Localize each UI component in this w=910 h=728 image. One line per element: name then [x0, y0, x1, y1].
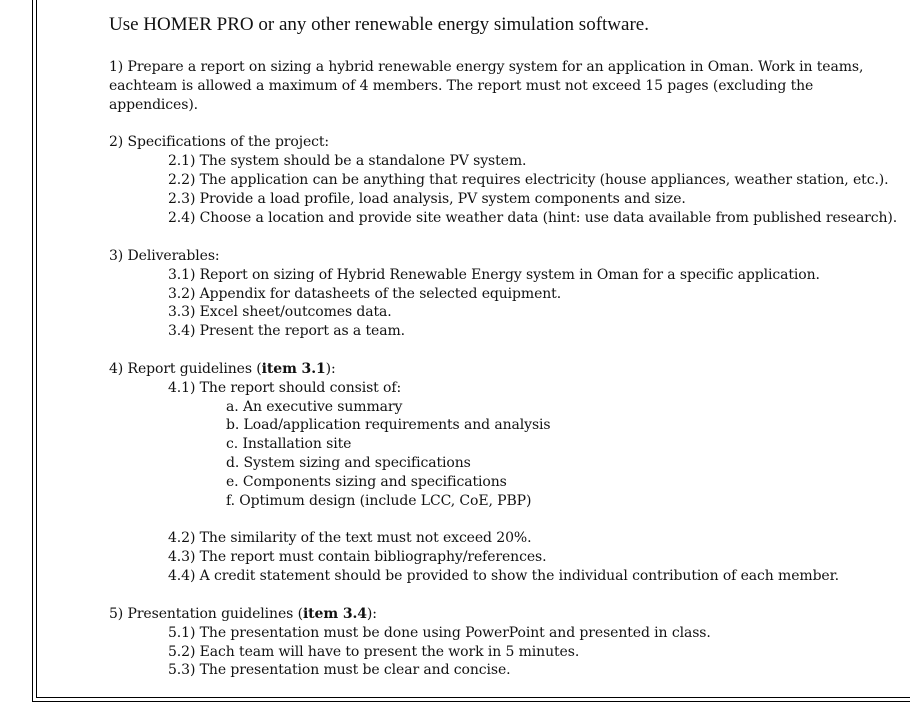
section4-sub1: 4.1) The report should consist of:	[168, 380, 402, 396]
section3-item: 3.1) Report on sizing of Hybrid Renewable Energy system in Oman for a specific application.	[168, 267, 820, 283]
section3-item: 3.4) Present the report as a team.	[168, 323, 406, 339]
section2-item: 2.1) The system should be a standalone PV system.	[168, 153, 527, 169]
document-title: Use HOMER PRO or any other renewable energy simulation software.	[109, 14, 649, 35]
section5-heading-close: ):	[366, 606, 377, 622]
section3-item: 3.2) Appendix for datasheets of the selected equipment.	[168, 286, 562, 302]
section4-heading-close: ):	[325, 361, 336, 377]
section4-item: 4.3) The report must contain bibliography/references.	[168, 549, 547, 565]
section1-line3: appendices).	[109, 97, 199, 113]
report-contents-item: d. System sizing and specifications	[226, 455, 471, 471]
section4-heading-ref: item 3.1	[261, 361, 326, 377]
report-contents-item: c. Installation site	[226, 436, 352, 452]
section2-item: 2.3) Provide a load profile, load analysis, PV system components and size.	[168, 191, 686, 207]
section5-heading-ref: item 3.4	[302, 606, 367, 622]
section5-heading	[109, 605, 377, 624]
page-border-bottom-outer	[32, 701, 910, 702]
section4-item: 4.4) A credit statement should be provided to show the individual contribution of each member.	[168, 568, 840, 584]
page-border-left-outer	[32, 0, 33, 702]
section5-heading-text: 5) Presentation guidelines (	[109, 606, 303, 622]
section3-item: 3.3) Excel sheet/outcomes data.	[168, 304, 392, 320]
section2-item: 2.2) The application can be anything that requires electricity (house appliances, weather station, etc.).	[168, 172, 889, 188]
section1-line2: eachteam is allowed a maximum of 4 members. The report must not exceed 15 pages (excluding the	[109, 78, 814, 94]
section3-heading: 3) Deliverables:	[109, 248, 220, 264]
section4-item: 4.2) The similarity of the text must not exceed 20%.	[168, 530, 532, 546]
report-contents-item: a. An executive summary	[226, 399, 403, 415]
section4-heading	[109, 360, 336, 379]
section4-heading-text: 4) Report guidelines (	[109, 361, 262, 377]
section2-item: 2.4) Choose a location and provide site weather data (hint: use data available from published research).	[168, 210, 898, 226]
section5-item: 5.3) The presentation must be clear and concise.	[168, 662, 511, 678]
section2-heading: 2) Specifications of the project:	[109, 134, 330, 150]
page-border-bottom-inner	[36, 697, 910, 698]
section1-line1: 1) Prepare a report on sizing a hybrid renewable energy system for an application in Oman. Work in teams,	[109, 59, 864, 75]
section5-item: 5.2) Each team will have to present the work in 5 minutes.	[168, 644, 580, 660]
report-contents-item: e. Components sizing and specifications	[226, 474, 507, 490]
report-contents-item: f. Optimum design (include LCC, CoE, PBP)	[226, 493, 532, 509]
report-contents-item: b. Load/application requirements and analysis	[226, 417, 551, 433]
page-border-left-inner	[36, 0, 37, 698]
section5-item: 5.1) The presentation must be done using PowerPoint and presented in class.	[168, 625, 711, 641]
